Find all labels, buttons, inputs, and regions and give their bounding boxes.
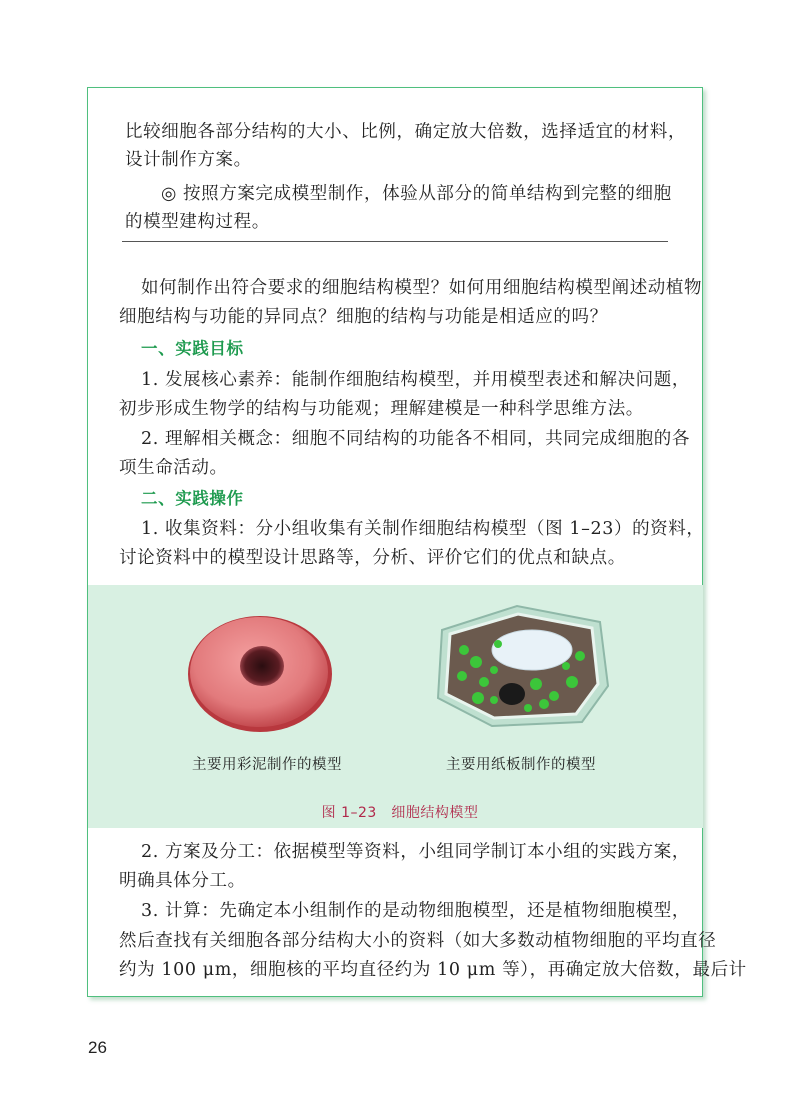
operation-paragraph: 2. 方案及分工：依据模型等资料，小组同学制订本小组的实践方案， bbox=[141, 842, 690, 862]
page-number: 26 bbox=[88, 1038, 107, 1057]
divider bbox=[122, 241, 668, 242]
goal-paragraph: 初步形成生物学的结构与功能观；理解建模是一种科学思维方法。 bbox=[119, 399, 644, 419]
figure-title: 图 1–23 细胞结构模型 bbox=[321, 805, 479, 821]
text-line: ◎ 按照方案完成模型制作，体验从部分的简单结构到完整的细胞 bbox=[161, 184, 672, 204]
operation-paragraph: 3. 计算：先确定本小组制作的是动物细胞模型，还是植物细胞模型， bbox=[141, 901, 690, 921]
goal-paragraph: 项生命活动。 bbox=[119, 458, 228, 478]
cardboard-cell-model-image bbox=[432, 600, 612, 732]
section-heading-goals: 一、实践目标 bbox=[141, 339, 244, 358]
clay-cell-model-image bbox=[185, 612, 335, 734]
text-line: 比较细胞各部分结构的大小、比例，确定放大倍数，选择适宜的材料， bbox=[125, 122, 687, 142]
operation-paragraph: 讨论资料中的模型设计思路等，分析、评价它们的优点和缺点。 bbox=[119, 548, 626, 568]
goal-paragraph: 1. 发展核心素养：能制作细胞结构模型，并用模型表述和解决问题， bbox=[141, 370, 690, 390]
operation-paragraph: 然后查找有关细胞各部分结构大小的资料（如大多数动植物细胞的平均直径 bbox=[119, 931, 717, 951]
text-line: 的模型建构过程。 bbox=[125, 212, 270, 232]
right-figure-caption: 主要用纸板制作的模型 bbox=[446, 757, 596, 773]
goal-paragraph: 2. 理解相关概念：细胞不同结构的功能各不相同，共同完成细胞的各 bbox=[141, 429, 690, 449]
operation-paragraph: 约为 100 μm，细胞核的平均直径约为 10 μm 等），再确定放大倍数，最后计 bbox=[119, 960, 747, 980]
text-line: 设计制作方案。 bbox=[125, 150, 252, 170]
section-heading-operations: 二、实践操作 bbox=[141, 489, 244, 508]
intro-paragraph: 细胞结构与功能的异同点？细胞的结构与功能是相适应的吗？ bbox=[119, 307, 608, 327]
operation-paragraph: 明确具体分工。 bbox=[119, 871, 246, 891]
left-figure-caption: 主要用彩泥制作的模型 bbox=[192, 757, 342, 773]
intro-paragraph: 如何制作出符合要求的细胞结构模型？如何用细胞结构模型阐述动植物 bbox=[141, 278, 703, 298]
operation-paragraph: 1. 收集资料：分小组收集有关制作细胞结构模型（图 1–23）的资料， bbox=[141, 519, 705, 539]
